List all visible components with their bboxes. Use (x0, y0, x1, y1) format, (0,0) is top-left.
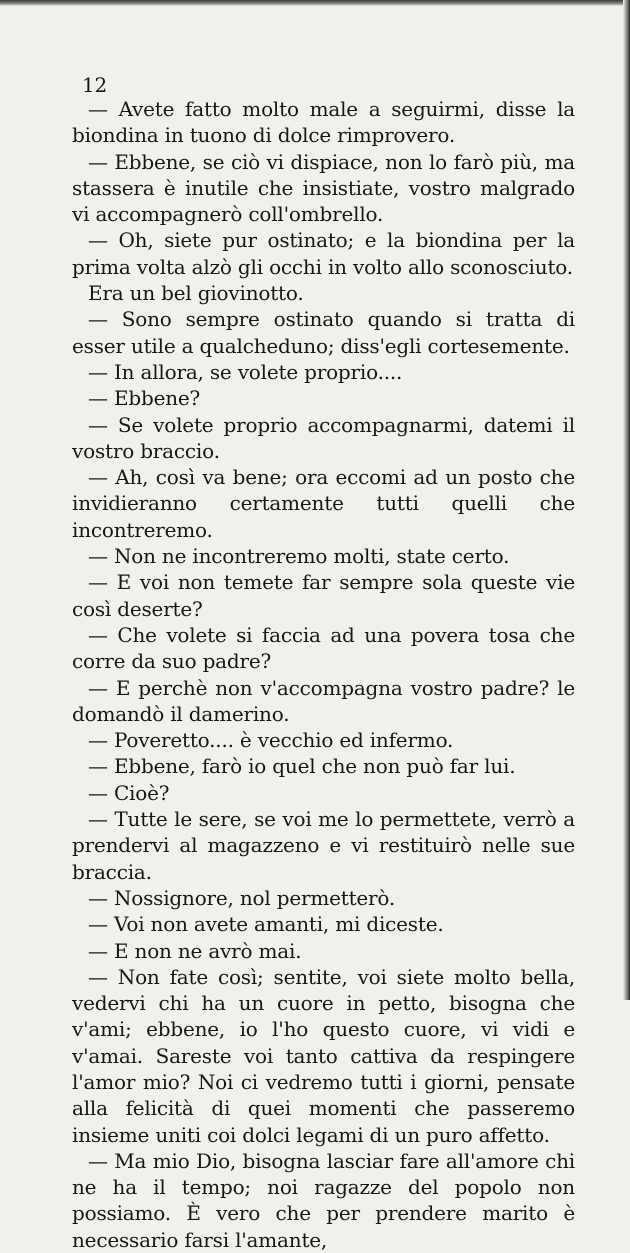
paragraph: — In allora, se volete proprio.... (88, 359, 403, 384)
paragraph: — E non ne avrò mai. (88, 938, 302, 963)
paragraph: — Ebbene? (88, 386, 201, 411)
paragraph: — E voi non temete far sempre sola queste vie così deserte? (72, 570, 575, 621)
paragraph: — Voi non avete amanti, mi diceste. (88, 912, 444, 937)
paragraph: — Non fate così; sentite, voi siete molto bella, vedervi chi ha un cuore in petto, bisogna che v'ami; ebbene, io l'ho questo cuore, vi vidi e v'amai. Sareste voi tanto cattiva da respingere l'amor mio? Noi ci vedremo tutti i giorni, pensate alla felicità di quei momenti che passeremo insieme uniti coi dolci legami di un puro affetto. (72, 964, 575, 1147)
paragraph: — Cioè? (88, 780, 170, 805)
paragraph: — Non ne incontreremo molti, state certo. (88, 544, 510, 569)
paragraph: — Oh, siete pur ostinato; e la biondina per la prima volta alzò gli occhi in volto allo sconosciuto. (72, 228, 575, 279)
paragraph: — Poveretto.... è vecchio ed infermo. (88, 728, 454, 753)
paragraph: — Se volete proprio accompagnarmi, datemi il vostro braccio. (72, 412, 575, 463)
paragraph: — Ah, così va bene; ora eccomi ad un posto che invidieranno certamente tutti quelli che incontreremo. (72, 465, 575, 542)
page-top-edge (0, 0, 630, 6)
page-right-edge (623, 0, 630, 1000)
paragraph: — Ebbene, se ciò vi dispiace, non lo farò più, ma stassera è inutile che insistiate, vostro malgrado vi accompagnerò coll'ombrello. (72, 149, 575, 227)
paragraph: — Tutte le sere, se voi me lo permettete, verrò a prendervi al magazzeno e vi restituirò nelle sue braccia. (72, 807, 575, 884)
paragraph: — Ebbene, farò io quel che non può far lui. (88, 754, 516, 779)
paragraph: — Che volete si faccia ad una povera tosa che corre da suo padre? (72, 622, 575, 674)
paragraph: — E perchè non v'accompagna vostro padre? le domandò il damerino. (72, 675, 575, 726)
paragraph: — Ma mio Dio, bisogna lasciar fare all'amore chi ne ha il tempo; noi ragazze del popolo non possiamo. È vero che per prendere marito è necessario farsi l'amante, (72, 1148, 575, 1252)
paragraph: — Nossignore, nol permetterò. (88, 885, 396, 910)
book-page (72, 74, 575, 1253)
paragraph: — Avete fatto molto male a seguirmi, disse la biondina in tuono di dolce rimprovero. (72, 97, 575, 148)
paragraph: Era un bel giovinotto. (88, 281, 304, 306)
paragraph: — Sono sempre ostinato quando si tratta di esser utile a qualcheduno; diss'egli cortesemente. (72, 307, 575, 358)
page-number: 12 (82, 73, 108, 97)
